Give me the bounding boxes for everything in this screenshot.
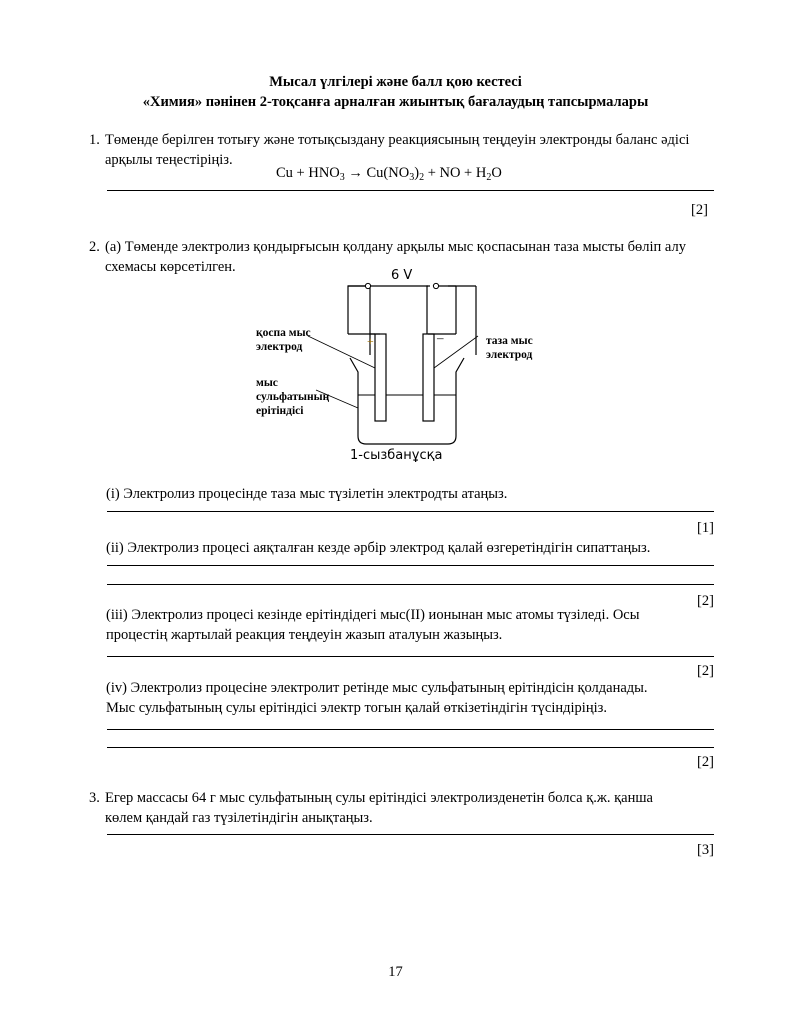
q2-iv-marks: [2] bbox=[697, 754, 714, 770]
page-number: 17 bbox=[388, 964, 403, 980]
q3-marks: [3] bbox=[697, 842, 714, 858]
electrolysis-apparatus-svg bbox=[230, 268, 560, 468]
diagram-caption: 1-сызбанұсқа bbox=[350, 448, 443, 463]
title-line-1: Мысал үлгілері және балл қою кестесі bbox=[269, 74, 522, 90]
q1-text-line-1: Төменде берілген тотығу және тотықсыздану реакциясының теңдеуін электронды баланс әдісі bbox=[105, 132, 690, 148]
beaker-outline bbox=[350, 358, 464, 444]
q3-answer-line[interactable] bbox=[107, 834, 714, 835]
q2-i-marks: [1] bbox=[697, 520, 714, 536]
q1-equation: $Cu + HNO_3 \to Cu(NO_3)_2$ + NO + $H_2O$ bbox=[276, 165, 502, 183]
q3-text-line-1: Егер массасы 64 г мыс сульфатының сулы ерітіндісі электролизденетін болса қ.ж. қанша bbox=[105, 790, 653, 806]
q3-text-line-2: көлем қандай газ түзілетіндігін анықтаңыз. bbox=[105, 810, 373, 826]
q2-iii-text-line-2: процестің жартылай реакция теңдеуін жазып аталуын жазыңыз. bbox=[106, 627, 503, 643]
q2-iv-text-line-2: Мыс сульфатының сулы ерітіндісі электр тогын қалай өткізетіндігін түсіндіріңіз. bbox=[106, 700, 607, 716]
q2-iii-answer-line[interactable] bbox=[107, 656, 714, 657]
q2-ii-answer-line-1[interactable] bbox=[107, 565, 714, 566]
electrolysis-diagram bbox=[230, 268, 560, 468]
minus-sign: – bbox=[437, 330, 444, 345]
right-terminal-icon bbox=[433, 283, 438, 288]
q2-intro-line-1: (a) Төменде электролиз қондырғысын қолдану арқылы мыс қоспасынан таза мысты бөліп алу bbox=[105, 239, 686, 255]
q2-iii-marks: [2] bbox=[697, 663, 714, 679]
impure-copper-electrode bbox=[375, 334, 386, 421]
q2-intro-line-2: схемасы көрсетілген. bbox=[105, 259, 236, 275]
label-pure-electrode-2: электрод bbox=[486, 349, 533, 361]
q2-ii-answer-line-2[interactable] bbox=[107, 584, 714, 585]
q2-iv-text-line-1: (iv) Электролиз процесіне электролит ретінде мыс сульфатының ерітіндісін қолданады. bbox=[106, 680, 648, 696]
q2-i-text: (i) Электролиз процесінде таза мыс түзілетін электродты атаңыз. bbox=[106, 486, 508, 502]
q2-i-answer-line[interactable] bbox=[107, 511, 714, 512]
q2-number: 2. bbox=[89, 239, 100, 255]
pure-copper-electrode bbox=[423, 334, 434, 421]
label-impure-electrode-1: қоспа мыс bbox=[256, 327, 311, 339]
title-line-2: «Химия» пәнінен 2-тоқсанға арналған жиынтық бағалаудың тапсырмалары bbox=[142, 94, 649, 110]
label-solution-2: сульфатының bbox=[256, 391, 330, 403]
q2-ii-text: (ii) Электролиз процесі аяқталған кезде әрбір электрод қалай өзгеретіндігін сипаттаңыз. bbox=[106, 540, 651, 556]
q2-iv-answer-line-2[interactable] bbox=[107, 747, 714, 748]
q2-iii-text-line-1: (iii) Электролиз процесі кезінде ерітіндідегі мыс(II) ионынан мыс атомы түзіледі. Осы bbox=[106, 607, 640, 623]
label-impure-electrode-2: электрод bbox=[256, 341, 303, 353]
label-solution-1: мыс bbox=[256, 377, 278, 389]
q2-ii-marks: [2] bbox=[697, 593, 714, 609]
q1-text-line-2: арқылы теңестіріңіз. bbox=[105, 152, 233, 168]
label-solution-3: ерітіндісі bbox=[256, 405, 304, 417]
q1-number: 1. bbox=[89, 132, 100, 148]
plus-sign: + bbox=[367, 334, 374, 348]
label-pure-electrode-1: таза мыс bbox=[486, 335, 533, 347]
q1-answer-line[interactable] bbox=[107, 190, 714, 191]
q2-iv-answer-line-1[interactable] bbox=[107, 729, 714, 730]
voltage-label: 6 V bbox=[391, 268, 413, 283]
left-terminal-icon bbox=[365, 283, 370, 288]
q3-number: 3. bbox=[89, 790, 100, 806]
q1-marks: [2] bbox=[691, 202, 708, 218]
